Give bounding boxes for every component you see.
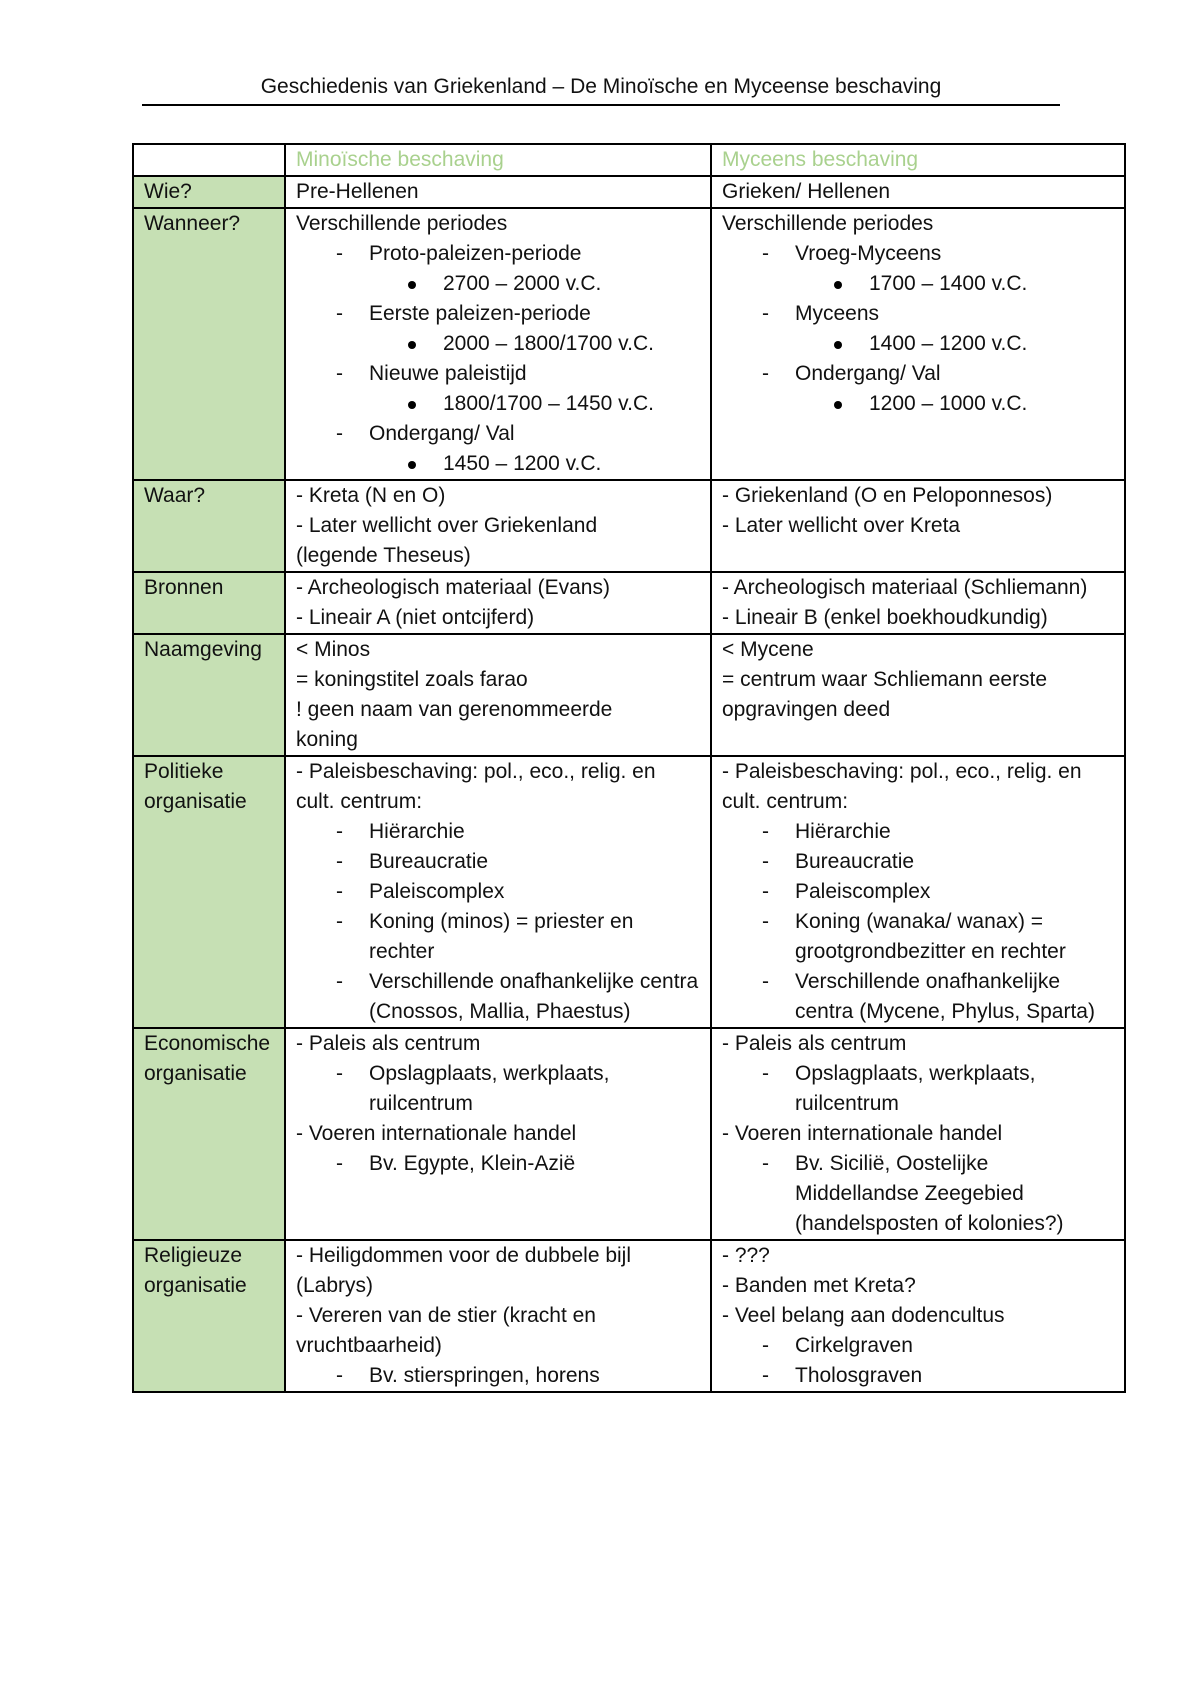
table-row [133, 634, 1125, 756]
text-line: (legende Theseus) [296, 544, 471, 567]
minoan-cell-lines [296, 481, 702, 571]
text-line: < Minos [296, 638, 371, 661]
minoan-cell-lines [296, 177, 702, 207]
minoan-cell-lines [296, 209, 702, 479]
dash-line: - Vroeg-Myceens [722, 239, 1116, 269]
mycenaean-cell-lines [722, 209, 1116, 419]
table-row [133, 1028, 1125, 1240]
dash-line: - Myceens [722, 299, 1116, 329]
table-row [133, 480, 1125, 572]
minoan-cell-lines [296, 757, 702, 1027]
text-line: Pre-Hellenen [296, 180, 419, 203]
minoan-cell [285, 176, 711, 208]
text-line: opgravingen deed [722, 698, 891, 721]
document-title: Geschiedenis van Griekenland – De Minoïsche en Myceense beschaving [142, 72, 1060, 106]
text-line: Verschillende periodes [722, 212, 934, 235]
text-line: vruchtbaarheid) [296, 1334, 442, 1357]
row-label: Religieuze organisatie [133, 1240, 285, 1392]
row-label: Politieke organisatie [133, 756, 285, 1028]
bullet-line: 2700 – 2000 v.C. [296, 269, 702, 299]
text-line: - Paleisbeschaving: pol., eco., relig. en [722, 760, 1082, 783]
bullet-line: 2000 – 1800/1700 v.C. [296, 329, 702, 359]
dash-line: - Ondergang/ Val [296, 419, 702, 449]
dash-line: - Bv. Egypte, Klein-Azië [296, 1149, 702, 1179]
table-row [133, 756, 1125, 1028]
bullet-line: 1450 – 1200 v.C. [296, 449, 702, 479]
mycenaean-cell [711, 208, 1125, 480]
text-line: - ??? [722, 1244, 770, 1267]
dash-line: - Opslagplaats, werkplaats, ruilcentrum [722, 1059, 1116, 1119]
dash-line: - Cirkelgraven [722, 1331, 1116, 1361]
dash-line: - Eerste paleizen-periode [296, 299, 702, 329]
row-label: Economische organisatie [133, 1028, 285, 1240]
mycenaean-cell [711, 756, 1125, 1028]
dash-line: - Verschillende onafhankelijke centra (Cnossos, Mallia, Phaestus) [296, 967, 702, 1027]
dash-line: - Koning (wanaka/ wanax) = grootgrondbezitter en rechter [722, 907, 1116, 967]
mycenaean-cell [711, 572, 1125, 634]
row-label: Naamgeving [133, 634, 285, 756]
mycenaean-cell [711, 634, 1125, 756]
text-line: - Archeologisch materiaal (Schliemann) [722, 576, 1088, 599]
bullet-line: 1700 – 1400 v.C. [722, 269, 1116, 299]
dash-line: - Nieuwe paleistijd [296, 359, 702, 389]
dash-line: - Paleiscomplex [296, 877, 702, 907]
dash-line: - Koning (minos) = priester en rechter [296, 907, 702, 967]
mycenaean-cell-lines [722, 1241, 1116, 1391]
text-line: cult. centrum: [722, 790, 849, 813]
mycenaean-cell-lines [722, 573, 1116, 633]
text-line: - Archeologisch materiaal (Evans) [296, 576, 610, 599]
text-line: - Lineair A (niet ontcijferd) [296, 606, 535, 629]
mycenaean-cell [711, 176, 1125, 208]
dash-line: - Opslagplaats, werkplaats, ruilcentrum [296, 1059, 702, 1119]
mycenaean-cell [711, 480, 1125, 572]
minoan-cell-lines [296, 573, 702, 633]
header-mycenaean: Myceens beschaving [711, 144, 1125, 176]
mycenaean-cell-lines [722, 757, 1116, 1027]
table-row [133, 208, 1125, 480]
dash-line: - Hiërarchie [296, 817, 702, 847]
text-line: cult. centrum: [296, 790, 423, 813]
text-line: - Paleis als centrum [296, 1032, 481, 1055]
mycenaean-cell-lines [722, 481, 1116, 541]
bullet-line: 1200 – 1000 v.C. [722, 389, 1116, 419]
text-line: - Paleisbeschaving: pol., eco., relig. en [296, 760, 656, 783]
dash-line: - Tholosgraven [722, 1361, 1116, 1391]
text-line: - Voeren internationale handel [722, 1122, 1003, 1145]
text-line: = centrum waar Schliemann eerste [722, 668, 1048, 691]
text-line: - Voeren internationale handel [296, 1122, 577, 1145]
table-body [133, 176, 1125, 1392]
minoan-cell [285, 1028, 711, 1240]
dash-line: - Paleiscomplex [722, 877, 1116, 907]
header-minoan: Minoïsche beschaving [285, 144, 711, 176]
minoan-cell [285, 1240, 711, 1392]
text-line: - Veel belang aan dodencultus [722, 1304, 1005, 1327]
text-line: koning [296, 728, 358, 751]
text-line: ! geen naam van gerenommeerde [296, 698, 613, 721]
text-line: - Kreta (N en O) [296, 484, 446, 507]
minoan-cell [285, 572, 711, 634]
row-label: Bronnen [133, 572, 285, 634]
dash-line: - Bv. stierspringen, horens [296, 1361, 702, 1391]
text-line: - Paleis als centrum [722, 1032, 907, 1055]
text-line: - Later wellicht over Griekenland [296, 514, 598, 537]
dash-line: - Bureaucratie [722, 847, 1116, 877]
mycenaean-cell-lines [722, 1029, 1116, 1239]
mycenaean-cell-lines [722, 635, 1116, 725]
text-line: - Lineair B (enkel boekhoudkundig) [722, 606, 1048, 629]
text-line: - Griekenland (O en Peloponnesos) [722, 484, 1053, 507]
table-header-row [133, 144, 1125, 176]
row-label: Wie? [133, 176, 285, 208]
mycenaean-cell [711, 1240, 1125, 1392]
minoan-cell-lines [296, 1029, 702, 1179]
mycenaean-cell-lines [722, 177, 1116, 207]
minoan-cell [285, 480, 711, 572]
minoan-cell [285, 756, 711, 1028]
table-row [133, 1240, 1125, 1392]
mycenaean-cell [711, 1028, 1125, 1240]
row-label: Wanneer? [133, 208, 285, 480]
bullet-line: 1400 – 1200 v.C. [722, 329, 1116, 359]
dash-line: - Verschillende onafhankelijke centra (Mycene, Phylus, Sparta) [722, 967, 1116, 1027]
text-line: = koningstitel zoals farao [296, 668, 528, 691]
dash-line: - Hiërarchie [722, 817, 1116, 847]
dash-line: - Bv. Sicilië, Oostelijke Middellandse Zeegebied (handelsposten of kolonies?) [722, 1149, 1116, 1239]
dash-line: - Ondergang/ Val [722, 359, 1116, 389]
minoan-cell-lines [296, 635, 702, 755]
minoan-cell [285, 208, 711, 480]
comparison-table [132, 143, 1126, 1393]
text-line: - Vereren van de stier (kracht en [296, 1304, 596, 1327]
minoan-cell [285, 634, 711, 756]
table-row [133, 572, 1125, 634]
text-line: - Heiligdommen voor de dubbele bijl [296, 1244, 632, 1267]
text-line: Verschillende periodes [296, 212, 508, 235]
text-line: - Later wellicht over Kreta [722, 514, 961, 537]
dash-line: - Proto-paleizen-periode [296, 239, 702, 269]
bullet-line: 1800/1700 – 1450 v.C. [296, 389, 702, 419]
dash-line: - Bureaucratie [296, 847, 702, 877]
text-line: < Mycene [722, 638, 814, 661]
header-corner-cell [133, 144, 285, 176]
text-line: - Banden met Kreta? [722, 1274, 916, 1297]
minoan-cell-lines [296, 1241, 702, 1391]
row-label: Waar? [133, 480, 285, 572]
text-line: (Labrys) [296, 1274, 374, 1297]
table-row [133, 176, 1125, 208]
text-line: Grieken/ Hellenen [722, 180, 891, 203]
